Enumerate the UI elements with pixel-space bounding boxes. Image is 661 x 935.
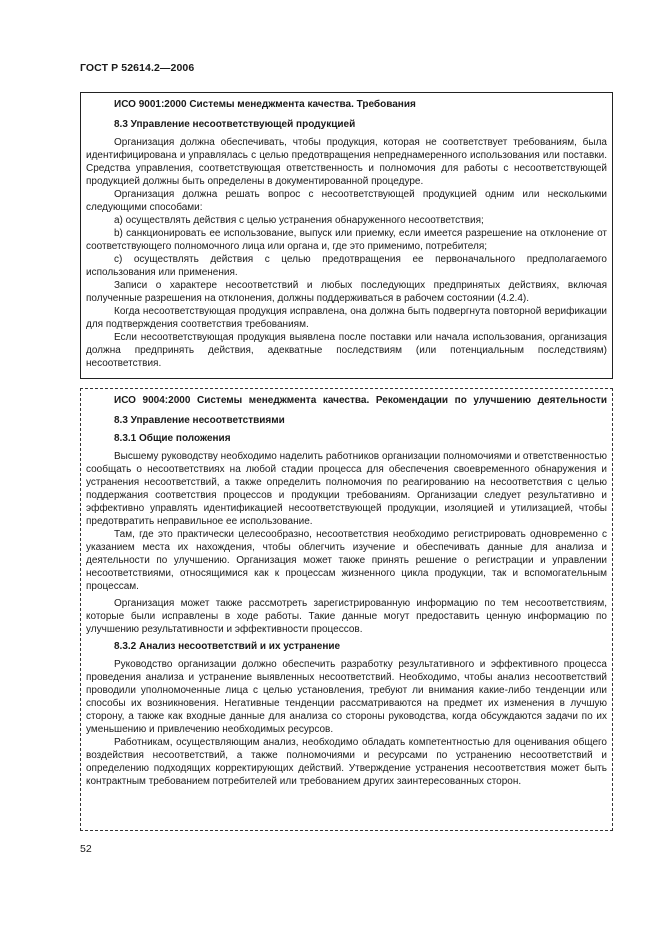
section-8-3-heading: 8.3 Управление несоответствующей продукцией <box>114 119 356 130</box>
paragraph: Высшему руководству необходимо наделить работников организации полномочиями и ответственностью сообщать о несоответствиях на любой стадии процесса для обеспечения своевременного обнаружения и устранения несоответствий, а также определить полномочия по реагированию на несоответствия с целью поддержания соответствия процессов и продукции требованиям. Организации следует результативно и эффективно управлять идентификацией несоответствующей продукции, изоляцией и утилизацией, чтобы предотвратить неправильное ее использование. <box>86 451 607 527</box>
paragraph: Организация должна решать вопрос с несоответствующей продукцией одним или несколькими следующими способами: <box>86 189 607 213</box>
iso-9001-excerpt-box <box>80 92 613 379</box>
section-8-3-heading: 8.3 Управление несоответствиями <box>114 415 285 426</box>
paragraph: Если несоответствующая продукция выявлена после поставки или начала использования, организация должна предпринять действия, адекватные последствиям (или потенциальным последствиям) несоответствия. <box>86 332 607 369</box>
list-item-a: a) осуществлять действия с целью устранения обнаруженного несоответствия; <box>114 215 484 226</box>
iso-9001-title: ИСО 9001:2000 Системы менеджмента качества. Требования <box>114 99 416 110</box>
iso-9004-title: ИСО 9004:2000 Системы менеджмента качества. Рекомендации по улучшению деятельности <box>114 395 607 406</box>
paragraph: Когда несоответствующая продукция исправлена, она должна быть подвергнута повторной верификации для подтверждения соответствия требованиям. <box>86 306 607 330</box>
list-item-c: c) осуществлять действия с целью предотвращения ее первоначального предполагаемого использования или применения. <box>86 254 607 278</box>
paragraph: Работникам, осуществляющим анализ, необходимо обладать компетентностью для оценивания общего воздействия несоответствий, а также полномочиями и ресурсами по устранению несоответствий и определению подходящих корректирующих действий. Утверждение устранения несоответствия может быть контрактным требованием потребителей или требованием других заинтересованных сторон. <box>86 737 607 787</box>
page-number: 52 <box>80 843 92 855</box>
iso-9004-excerpt-box <box>80 388 613 831</box>
paragraph: Организация должна обеспечивать, чтобы продукция, которая не соответствует требованиям, была идентифицирована и управлялась с целью предотвращения непреднамеренного использования или поставки. Средства управления, соответствующая ответственность и полномочия для работы с несоответствующей продукцией должны быть определены в документированной процедуре. <box>86 137 607 187</box>
paragraph: Руководство организации должно обеспечить разработку результативного и эффективного процесса проведения анализа и устранение выявленных несоответствий. Необходимо, чтобы анализ несоответствий проводили уполномоченные лица с целью установления, требуют ли внимания какие-либо тенденции или способы их возникновения. Негативные тенденции рассматриваются на предмет их изменения в лучшую сторону, а также как входные данные для анализа со стороны руководства, когда обсуждаются задачи по их уменьшению и привлечению необходимых ресурсов. <box>86 659 607 735</box>
list-item-b: b) санкционировать ее использование, выпуск или приемку, если имеется разрешение на отклонение от соответствующего полномочного лица или органа и, где это применимо, потребителя; <box>86 228 607 252</box>
paragraph: Записи о характере несоответствий и любых последующих предпринятых действиях, включая полученные разрешения на отклонения, должны поддерживаться в рабочем состоянии (4.2.4). <box>86 280 607 304</box>
document-header: ГОСТ Р 52614.2—2006 <box>80 62 195 74</box>
paragraph: Там, где это практически целесообразно, несоответствия необходимо регистрировать одновременно с указанием места их нахождения, чтобы облегчить изучение и обеспечивать данные для анализа и деятельности по улучшению. Организация может также принять решение о регистрации и управлении несоответствиями, относящимися как к процессам жизненного цикла продукции, так и вспомогательным процессам. <box>86 529 607 592</box>
subsection-8-3-1-heading: 8.3.1 Общие положения <box>114 433 231 444</box>
subsection-8-3-2-heading: 8.3.2 Анализ несоответствий и их устранение <box>114 641 341 652</box>
paragraph: Организация может также рассмотреть зарегистрированную информацию по тем несоответствиям, которые были исправлены в ходе работы. Такие данные могут предоставить ценную информацию по улучшению результативности и эффективности процессов. <box>86 598 607 635</box>
